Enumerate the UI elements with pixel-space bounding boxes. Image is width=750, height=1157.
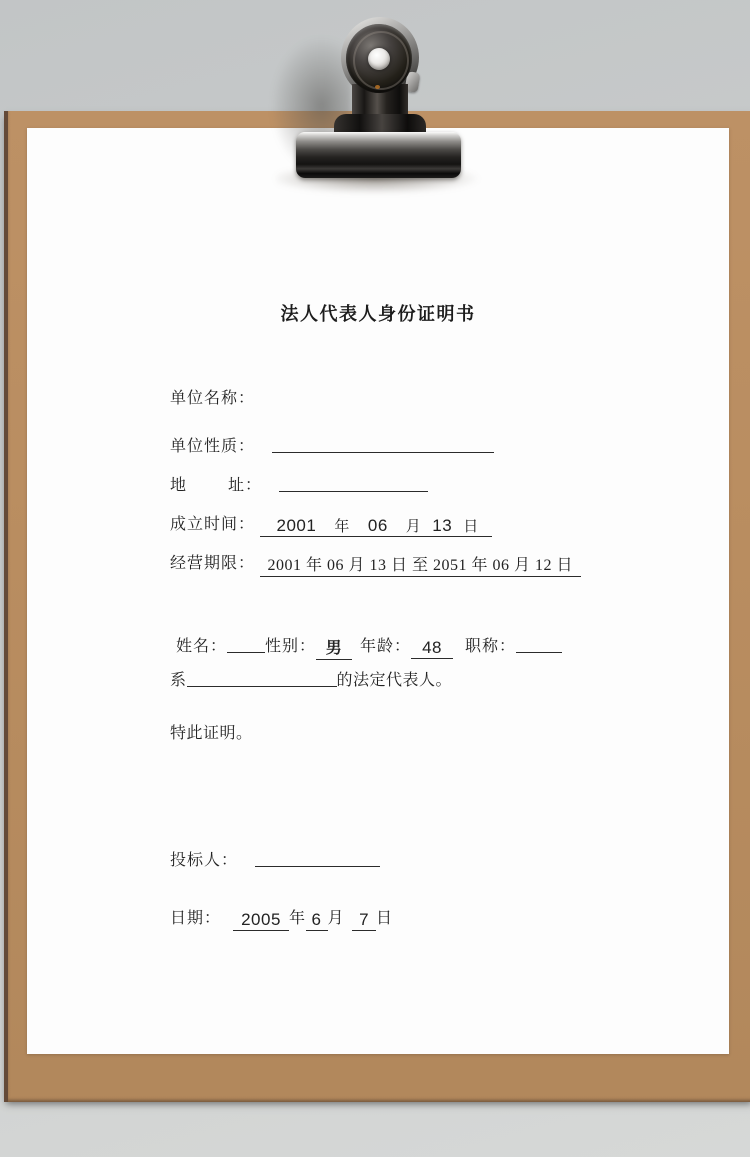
term-label: 经营期限： bbox=[170, 555, 256, 572]
established-label: 成立时间： bbox=[170, 516, 256, 533]
established-month-unit: 月 bbox=[405, 519, 422, 535]
field-unit-type bbox=[170, 434, 494, 456]
date-year-value: 2005 bbox=[233, 910, 289, 931]
date-month-unit: 月 bbox=[327, 910, 345, 927]
term-value-line: 2001 年 06 月 13 日 至 2051 年 06 月 12 日 bbox=[260, 556, 582, 577]
address-label-part1: 地 bbox=[170, 477, 188, 494]
rep-prefix: 系 bbox=[170, 672, 187, 689]
field-date bbox=[170, 908, 393, 930]
title-label: 职称： bbox=[465, 638, 517, 655]
name-blank-line bbox=[227, 634, 265, 653]
established-year: 2001 bbox=[276, 516, 317, 535]
binder-clip-hole bbox=[368, 48, 390, 70]
established-day-unit: 日 bbox=[463, 519, 479, 535]
rep-suffix: 的法定代表人。 bbox=[336, 672, 453, 689]
established-month: 06 bbox=[367, 516, 388, 535]
date-day-value: 7 bbox=[352, 910, 376, 931]
gender-label: 性别： bbox=[265, 638, 317, 655]
binder-clip-bar bbox=[296, 132, 461, 178]
rep-blank-line bbox=[187, 668, 337, 687]
statement-line bbox=[170, 723, 253, 745]
age-value: 48 bbox=[411, 638, 453, 659]
address-label-part2: 址： bbox=[228, 477, 263, 494]
date-day-unit: 日 bbox=[376, 910, 393, 927]
field-unit-name bbox=[170, 388, 255, 410]
bidder-label: 投标人： bbox=[170, 852, 239, 869]
established-year-unit: 年 bbox=[334, 519, 350, 535]
title-blank-line bbox=[516, 634, 562, 653]
date-year-unit: 年 bbox=[289, 910, 306, 927]
field-bidder bbox=[170, 848, 380, 870]
field-person bbox=[176, 634, 562, 656]
address-blank-line bbox=[279, 473, 428, 492]
unit-type-blank-line bbox=[272, 434, 494, 453]
binder-clip-reflection-speck bbox=[375, 85, 380, 89]
field-established-date bbox=[170, 514, 492, 536]
bidder-blank-line bbox=[255, 848, 380, 867]
name-label: 姓名： bbox=[176, 638, 228, 655]
established-day: 13 bbox=[432, 516, 453, 535]
statement-text: 特此证明。 bbox=[170, 725, 253, 742]
date-month-value: 6 bbox=[306, 910, 328, 931]
field-business-term bbox=[170, 553, 581, 575]
unit-name-label: 单位名称： bbox=[170, 390, 256, 407]
gender-value: 男 bbox=[316, 639, 352, 660]
field-representative bbox=[170, 668, 452, 690]
date-label: 日期： bbox=[170, 910, 222, 927]
document-title: 法人代表人身份证明书 bbox=[280, 304, 476, 324]
document-paper bbox=[27, 128, 729, 1054]
field-address bbox=[170, 473, 428, 495]
age-label: 年龄： bbox=[360, 638, 412, 655]
unit-type-label: 单位性质： bbox=[170, 438, 256, 455]
established-date-line bbox=[260, 516, 492, 537]
